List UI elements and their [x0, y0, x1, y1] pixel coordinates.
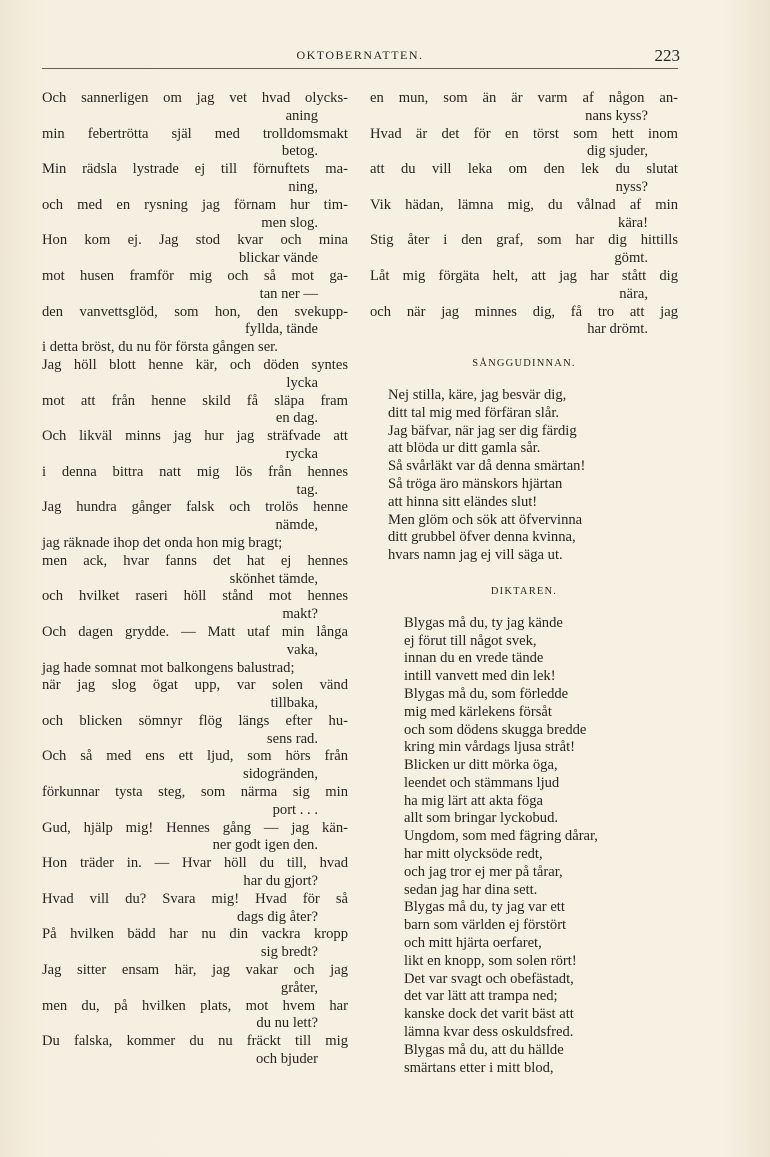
- verse-line: [42, 748, 348, 784]
- poem-line: innan du en vrede tände: [404, 650, 544, 667]
- verse-line-text: och blicken sömnyr flög längs efter hu-: [42, 712, 348, 729]
- verse-line-continuation: nämde,: [275, 517, 318, 534]
- right-column-verse: [370, 90, 678, 339]
- verse-line-text: Hvad vill du? Svara mig! Hvad för så: [42, 890, 348, 907]
- verse-line-continuation: gömt.: [614, 250, 648, 267]
- verse-line: [42, 677, 348, 713]
- verse-line-continuation: sig bredt?: [260, 944, 318, 961]
- verse-line: [42, 660, 348, 678]
- verse-line-text: och med en rysning jag förnam hur tim-: [42, 196, 348, 213]
- verse-line-continuation: du nu lett?: [256, 1015, 318, 1032]
- poem-sanggudinnan: [370, 387, 678, 565]
- poem-line: Jag bäfvar, när jag ser dig färdig: [388, 422, 577, 439]
- verse-line: [42, 855, 348, 891]
- verse-line: [42, 820, 348, 856]
- poem-line: har mitt olycksöde redt,: [404, 846, 543, 863]
- verse-line-text: den vanvettsglöd, som hon, den svekupp-: [42, 303, 348, 320]
- verse-line-continuation: rycka: [285, 445, 318, 462]
- verse-line-continuation: och bjuder: [255, 1051, 318, 1068]
- verse-line: [42, 339, 348, 357]
- verse-line: [42, 998, 348, 1034]
- verse-line-continuation: lycka: [286, 374, 318, 391]
- verse-line-continuation: port . . .: [272, 801, 318, 818]
- poem-line: och som dödens skugga bredde: [404, 721, 587, 738]
- verse-line-continuation: sens rad.: [266, 730, 318, 747]
- verse-line-continuation: aning: [285, 107, 318, 124]
- verse-line-continuation: dags dig åter?: [236, 908, 318, 925]
- verse-line-continuation: betog.: [281, 143, 318, 160]
- poem-line: ej förut till något svek,: [404, 632, 537, 649]
- verse-line-text: när jag slog ögat upp, var solen vänd: [42, 677, 348, 694]
- verse-line-continuation: tillbaka,: [270, 695, 318, 712]
- verse-line-text: förkunnar tysta steg, som närma sig min: [42, 784, 348, 801]
- poem-diktaren: [370, 615, 678, 1078]
- poem-line: Blygas må du, ty jag kände: [404, 614, 563, 631]
- verse-line-continuation: nans kyss?: [585, 107, 648, 124]
- verse-line: [42, 126, 348, 162]
- poem-line: Men glöm och sök att öfvervinna: [388, 511, 583, 528]
- poem-line: sedan jag har dina sett.: [404, 881, 538, 898]
- verse-line-continuation: har drömt.: [587, 321, 648, 338]
- verse-line: [42, 428, 348, 464]
- verse-line: [370, 304, 678, 340]
- poem-line: Blygas må du, att du hällde: [404, 1041, 564, 1058]
- verse-line-text: Stig åter i den graf, som har dig hittills: [370, 232, 678, 249]
- poem-line: kring min vårdags ljusa stråt!: [404, 739, 576, 756]
- poem-line: att hinna sitt eländes slut!: [388, 493, 538, 510]
- verse-line: [42, 304, 348, 340]
- verse-line: [42, 926, 348, 962]
- verse-line: [370, 197, 678, 233]
- poem-line: intill vanvett med din lek!: [404, 668, 556, 685]
- poem-line: lämna kvar dess oskuldsfred.: [404, 1024, 574, 1041]
- verse-line-text: Hvad är det för en törst som hett inom: [370, 125, 678, 142]
- poem-line: barn som världen ej förstört: [404, 917, 567, 934]
- verse-line-continuation: sidogränden,: [243, 766, 318, 783]
- verse-line-text: Gud, hjälp mig! Hennes gång — jag kän-: [42, 819, 348, 836]
- verse-line-text: min febertrötta själ med trolldomsmakt: [42, 125, 348, 142]
- verse-line-text: På hvilken bädd har nu din vackra kropp: [42, 926, 348, 943]
- poem-line: och jag tror ej mer på tårar,: [404, 863, 563, 880]
- verse-line: [42, 90, 348, 126]
- running-title: OKTOBERNATTEN.: [296, 48, 424, 62]
- verse-line-continuation: dig sjuder,: [586, 143, 648, 160]
- verse-line-text: Och likväl minns jag hur jag sträfvade att: [42, 428, 348, 445]
- verse-line-continuation: en dag.: [275, 410, 318, 427]
- poem-line: hvars namn jag ej vill säga ut.: [388, 547, 563, 564]
- verse-line: [42, 232, 348, 268]
- poem-line: Så tröga äro mänskors hjärtan: [388, 475, 563, 492]
- verse-line-text: mot att från henne skild få släpa fram: [42, 392, 348, 409]
- verse-line-text: Vik hädan, lämna mig, du vålnad af min: [370, 196, 678, 213]
- verse-line: [370, 126, 678, 162]
- verse-line: [42, 161, 348, 197]
- verse-line-text: att du vill leka om den lek du slutat: [370, 161, 678, 178]
- verse-line-continuation: vaka,: [286, 641, 318, 658]
- left-column: [42, 90, 348, 1069]
- poem-line: och mitt hjärta oerfaret,: [404, 935, 542, 952]
- verse-line-continuation: nyss?: [615, 178, 648, 195]
- verse-line: [42, 393, 348, 429]
- section-heading-diktaren: DIKTAREN.: [490, 585, 558, 597]
- poem-line: Så svårläkt var då denna smärtan!: [388, 458, 586, 475]
- verse-line-text: Låt mig förgäta helt, att jag har stått dig: [370, 267, 678, 284]
- verse-line: [42, 588, 348, 624]
- verse-line-text: Hon kom ej. Jag stod kvar och mina: [42, 232, 348, 249]
- verse-line: [42, 553, 348, 589]
- verse-line: [42, 268, 348, 304]
- verse-line-text: Hon träder in. — Hvar höll du till, hvad: [42, 855, 348, 872]
- verse-line: [42, 624, 348, 660]
- verse-line-text: men du, på hvilken plats, mot hvem har: [42, 997, 348, 1014]
- poem-line: ditt grubbel öfver denna kvinna,: [388, 529, 576, 546]
- verse-line-continuation: fyllda, tände: [245, 321, 318, 338]
- verse-line-text: i denna bittra natt mig lös från hennes: [42, 463, 348, 480]
- verse-line-text: Och dagen grydde. — Matt utaf min långa: [42, 623, 348, 640]
- poem-line: ditt tal mig med förfäran slår.: [388, 404, 560, 421]
- verse-line-text: Du falska, kommer du nu fräckt till mig: [42, 1033, 348, 1050]
- verse-line-text: Och så med ens ett ljud, som hörs från: [42, 748, 348, 765]
- poem-line: Det var svagt och obefästadt,: [404, 970, 574, 987]
- verse-line: [370, 90, 678, 126]
- page-number: 223: [654, 46, 680, 65]
- verse-line-text: jag räknade ihop det onda hon mig bragt;: [42, 534, 283, 551]
- verse-line-text: jag hade somnat mot balkongens balustrad;: [42, 659, 295, 676]
- verse-line-text: Och sannerligen om jag vet hvad olycks-: [42, 90, 348, 106]
- verse-line: [370, 268, 678, 304]
- verse-line: [42, 784, 348, 820]
- verse-line: [42, 962, 348, 998]
- poem-line: det var lätt att trampa ned;: [404, 988, 558, 1005]
- verse-line-text: Jag höll blott henne kär, och döden syntes: [42, 356, 348, 373]
- verse-line: [42, 535, 348, 553]
- verse-line-continuation: kära!: [618, 214, 648, 231]
- verse-line-text: men ack, hvar fanns det hat ej hennes: [42, 552, 348, 569]
- verse-line-continuation: blickar vände: [238, 250, 318, 267]
- poem-line: likt en knopp, som solen rört!: [404, 952, 577, 969]
- verse-line-continuation: ning,: [288, 178, 318, 195]
- verse-line-text: Jag hundra gånger falsk och trolös henne: [42, 499, 348, 516]
- verse-line-text: och hvilket raseri höll stånd mot hennes: [42, 588, 348, 605]
- poem-line: Ungdom, som med fägring dårar,: [404, 828, 598, 845]
- verse-line: [42, 197, 348, 233]
- verse-line: [42, 464, 348, 500]
- verse-line-continuation: tag.: [296, 481, 318, 498]
- poem-line: Blygas må du, ty jag var ett: [404, 899, 565, 916]
- verse-line: [42, 891, 348, 927]
- verse-line: [42, 1033, 348, 1069]
- poem-line: kanske dock det varit bäst att: [404, 1006, 574, 1023]
- verse-line: [370, 232, 678, 268]
- poem-line: mig med kärlekens försåt: [404, 703, 552, 720]
- verse-line-continuation: nära,: [619, 285, 648, 302]
- verse-line-continuation: har du gjort?: [243, 873, 318, 890]
- poem-line: att blöda ur ditt gamla sår.: [388, 440, 541, 457]
- verse-line-continuation: men slog.: [261, 214, 318, 231]
- right-column: [370, 90, 678, 1077]
- verse-line: [370, 161, 678, 197]
- verse-line-continuation: skönhet tämde,: [229, 570, 318, 587]
- verse-line-text: en mun, som än är varm af någon an-: [370, 90, 678, 106]
- poem-line: smärtans etter i mitt blod,: [404, 1059, 554, 1076]
- verse-line: [42, 713, 348, 749]
- verse-line-text: mot husen framför mig och så mot ga-: [42, 267, 348, 284]
- poem-line: Blicken ur ditt mörka öga,: [404, 757, 558, 774]
- verse-line-text: Jag sitter ensam här, jag vakar och jag: [42, 962, 348, 979]
- header-rule: [42, 68, 678, 69]
- verse-line-continuation: ner godt igen den.: [212, 837, 318, 854]
- section-heading-sanggudinnan: SÅNGGUDINNAN.: [472, 358, 576, 370]
- poem-line: Nej stilla, käre, jag besvär dig,: [388, 386, 567, 403]
- verse-line-text: i detta bröst, du nu för första gången ser.: [42, 339, 278, 356]
- verse-line-continuation: makt?: [282, 606, 318, 623]
- verse-line-continuation: tan ner —: [259, 285, 318, 302]
- poem-line: leendet och stämmans ljud: [404, 774, 560, 791]
- verse-line-text: och när jag minnes dig, få tro att jag: [370, 303, 678, 320]
- poem-line: Blygas må du, som förledde: [404, 685, 569, 702]
- verse-line-text: Min rädsla lystrade ej till förnuftets ma-: [42, 161, 348, 178]
- poem-line: allt som bringar lyckobud.: [404, 810, 559, 827]
- verse-line-continuation: gråter,: [280, 979, 318, 996]
- poem-line: ha mig lärt att akta föga: [404, 792, 543, 809]
- verse-line: [42, 357, 348, 393]
- verse-line: [42, 499, 348, 535]
